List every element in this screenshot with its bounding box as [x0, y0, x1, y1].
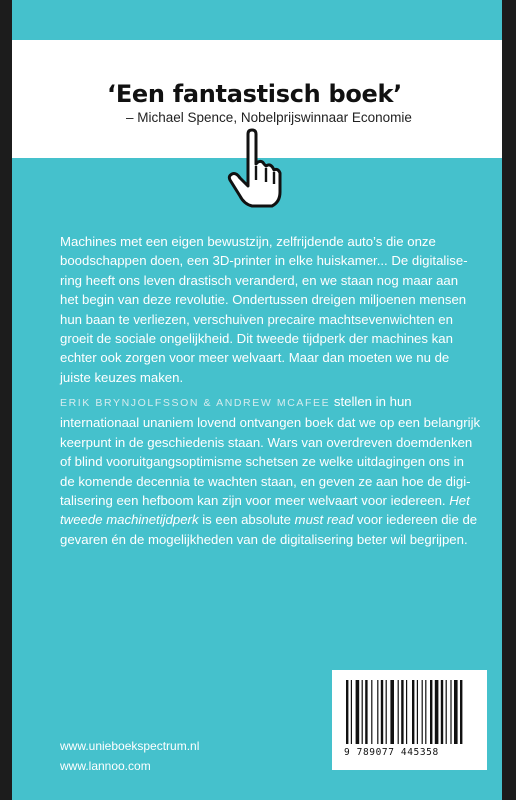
blurb-line: het begin van deze revolutie. Ondertussen dreigen miljoenen mensen — [60, 292, 467, 308]
blurb-line: juiste keuzes maken. — [60, 369, 184, 385]
hand-pointer-icon — [224, 128, 286, 214]
barcode-bar — [422, 680, 423, 744]
barcode-bar — [390, 680, 394, 744]
book-title-part: Het — [449, 493, 470, 509]
publisher-links — [60, 736, 199, 776]
barcode-bar — [398, 680, 399, 744]
author-names: ERIK BRYNJOLFSSON & ANDREW MCAFEE — [60, 397, 331, 409]
barcode-bar — [356, 680, 360, 744]
barcode-bar — [365, 680, 367, 744]
blurb-paragraph-2 — [60, 392, 480, 549]
link-unieboekspectrum[interactable]: www.unieboekspectrum.nl — [60, 739, 200, 753]
barcode-bar — [346, 680, 348, 744]
isbn-number: 9 789077 445358 — [344, 747, 439, 758]
quote-attribution: – Michael Spence, Nobelprijswinnaar Economie — [126, 110, 412, 125]
blurb-line: ring heeft ons leven drastisch veranderd, en we staan nog maar aan — [60, 272, 459, 288]
blurb-line: tweede machinetijdperk is een absolute must read voor iedereen die de — [60, 512, 478, 528]
blurb-line: de komende decennia te wachten staan, en geven ze aan hoe de digi- — [60, 473, 471, 489]
barcode-bar — [362, 680, 363, 744]
blurb-line: of blind vooruitgangsoptimisme schetsen ze welke uitdagingen ons in — [60, 454, 464, 470]
barcode-bar — [460, 680, 462, 744]
barcode-bars — [346, 680, 473, 744]
barcode-bar — [446, 680, 447, 744]
blurb-line: gevaren én de mogelijkheden van de digitalisering beter wil begrijpen. — [60, 531, 468, 547]
blurb-line: Machines met een eigen bewustzijn, zelfrijdende auto’s die onze — [60, 234, 436, 249]
barcode-bar — [386, 680, 387, 744]
barcode-bar — [371, 680, 372, 744]
barcode-bar — [430, 680, 432, 744]
book-back-cover — [12, 0, 502, 800]
barcode-bar — [351, 680, 352, 744]
blurb-line: echter ook zorgen voor meer welvaart. Maar dan moeten we nu de — [60, 350, 450, 366]
blurb-line: groeit de sociale ongelijkheid. Dit tweede tijdperk der machines kan — [60, 331, 453, 347]
blurb-line: keerpunt in de geschiedenis staan. Wars van overdreven doemdenken — [60, 434, 473, 450]
barcode-bar — [425, 680, 426, 744]
barcode-bar — [406, 680, 407, 744]
review-quote: ‘Een fantastisch boek’ — [107, 80, 402, 108]
barcode-bar — [435, 680, 439, 744]
barcode-bar — [450, 680, 451, 744]
barcode-bar — [417, 680, 418, 744]
link-lannoo[interactable]: www.lannoo.com — [60, 759, 151, 773]
book-title-part: tweede machinetijdperk — [60, 512, 199, 528]
barcode-bar — [441, 680, 443, 744]
blurb-line: ERIK BRYNJOLFSSON & ANDREW MCAFEE stellen in hun — [60, 394, 412, 409]
blurb-paragraph-1 — [60, 232, 480, 387]
must-read-emphasis: must read — [294, 512, 354, 528]
blurb-line: boodschappen doen, een 3D-printer in elke huiskamer... De digitalise- — [60, 253, 468, 269]
blurb-line: internationaal unaniem lovend ontvangen boek dat we op een belangrijk — [60, 415, 481, 431]
barcode-bar — [381, 680, 383, 744]
blurb-line: hun baan te verliezen, verschuiven precaire machtsevenwichten en — [60, 311, 453, 327]
barcode-bar — [412, 680, 414, 744]
barcode-bar — [377, 680, 378, 744]
blurb-line: talisering een hefboom kan zijn voor meer welvaart voor iedereen. Het — [60, 493, 470, 509]
barcode-bar — [454, 680, 458, 744]
barcode-bar — [401, 680, 403, 744]
barcode — [332, 670, 487, 770]
